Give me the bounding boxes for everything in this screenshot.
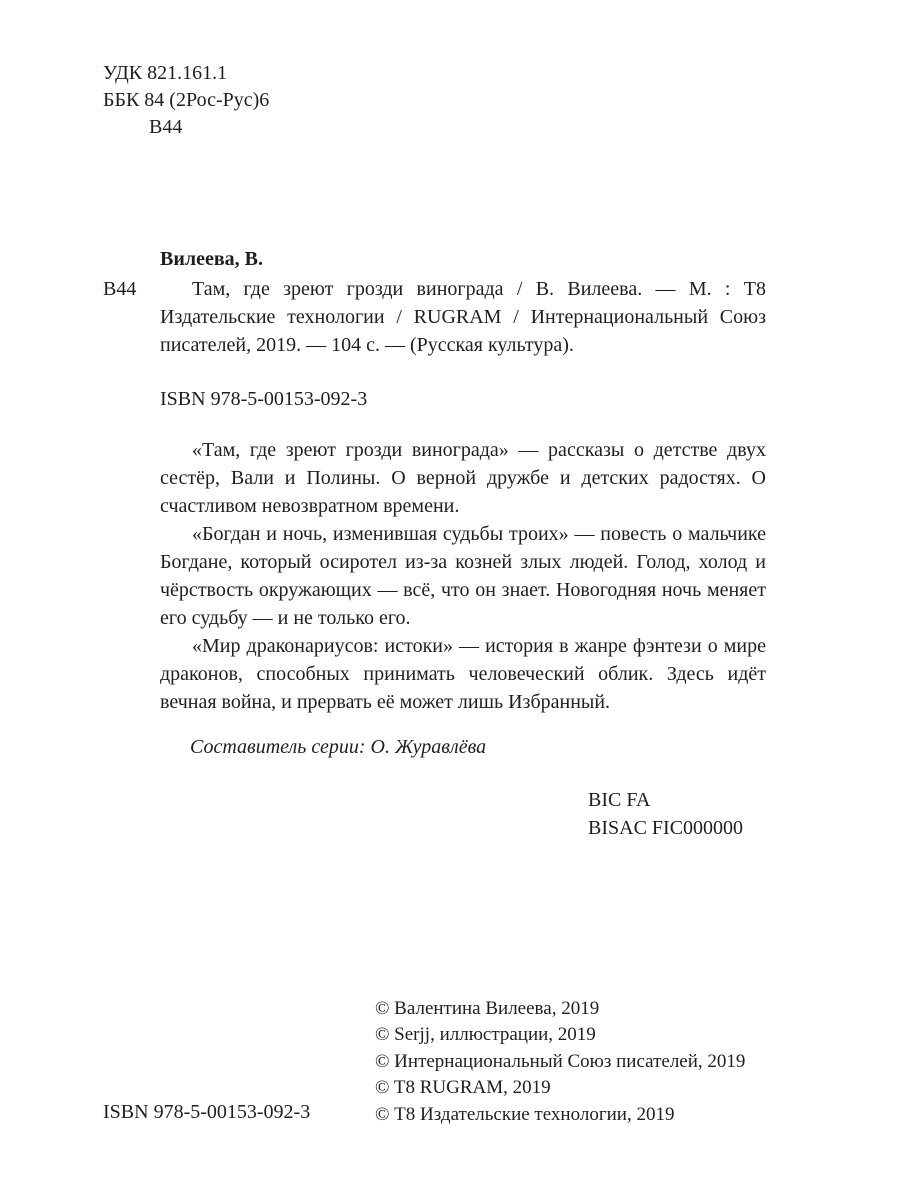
series-compiler: Составитель серии: О. Журавлёва <box>190 736 487 758</box>
annotation <box>160 436 766 716</box>
annotation-paragraph: «Богдан и ночь, изменившая судьбы троих» — повесть о мальчике Богдане, который осиротел из-за козней злых людей. Голод, холод и чёрствость окружающих — всё, что он знает. Новогодняя ночь меняет его судьбу — и не только его. <box>160 523 766 629</box>
annotation-paragraph: «Там, где зреют грозди винограда» — рассказы о детстве двух сестёр, Вали и Полины. О верной дружбе и детских радостях. О счастливом невозвратном времени. <box>160 439 766 517</box>
catalog-author: Вилеева, В. <box>160 248 263 270</box>
bisac-code: BISAC FIC000000 <box>588 817 744 839</box>
isbn-bottom: ISBN 978-5-00153-092-3 <box>103 1101 311 1123</box>
catalog-description: Там, где зреют грозди винограда / В. Вилеева. — М. : Т8 Издательские технологии / RUGRAM / Интернациональный Союз писателей, 2019. — 104 с. — (Русская культура). <box>160 278 766 356</box>
copyright-line: © Интернациональный Союз писателей, 2019 <box>375 1050 746 1072</box>
copyright-line: © Serjj, иллюстрации, 2019 <box>375 1024 596 1046</box>
bbk-code: ББК 84 (2Рос-Рус)6 <box>103 89 270 111</box>
catalog-entry <box>103 275 766 359</box>
annotation-paragraph: «Мир драконариусов: истоки» — история в жанре фэнтези о мире драконов, способных принимать человеческий облик. Здесь идёт вечная война, и прервать её может лишь Избранный. <box>160 635 766 713</box>
copyright-line: © Т8 Издательские технологии, 2019 <box>375 1103 675 1125</box>
udk-code: УДК 821.161.1 <box>103 62 228 84</box>
copyright-block <box>375 996 745 1128</box>
copyright-line: © Валентина Вилеева, 2019 <box>375 998 600 1019</box>
catalog-margin-code: В44 <box>103 278 137 300</box>
bibliographic-codes <box>103 60 269 141</box>
catalog-card <box>103 245 766 359</box>
copyright-line: © T8 RUGRAM, 2019 <box>375 1077 551 1099</box>
author-sign-code: В44 <box>149 116 183 138</box>
classification-codes <box>588 786 743 842</box>
isbn-upper: ISBN 978-5-00153-092-3 <box>160 388 368 410</box>
bic-code: BIC FA <box>588 789 651 811</box>
